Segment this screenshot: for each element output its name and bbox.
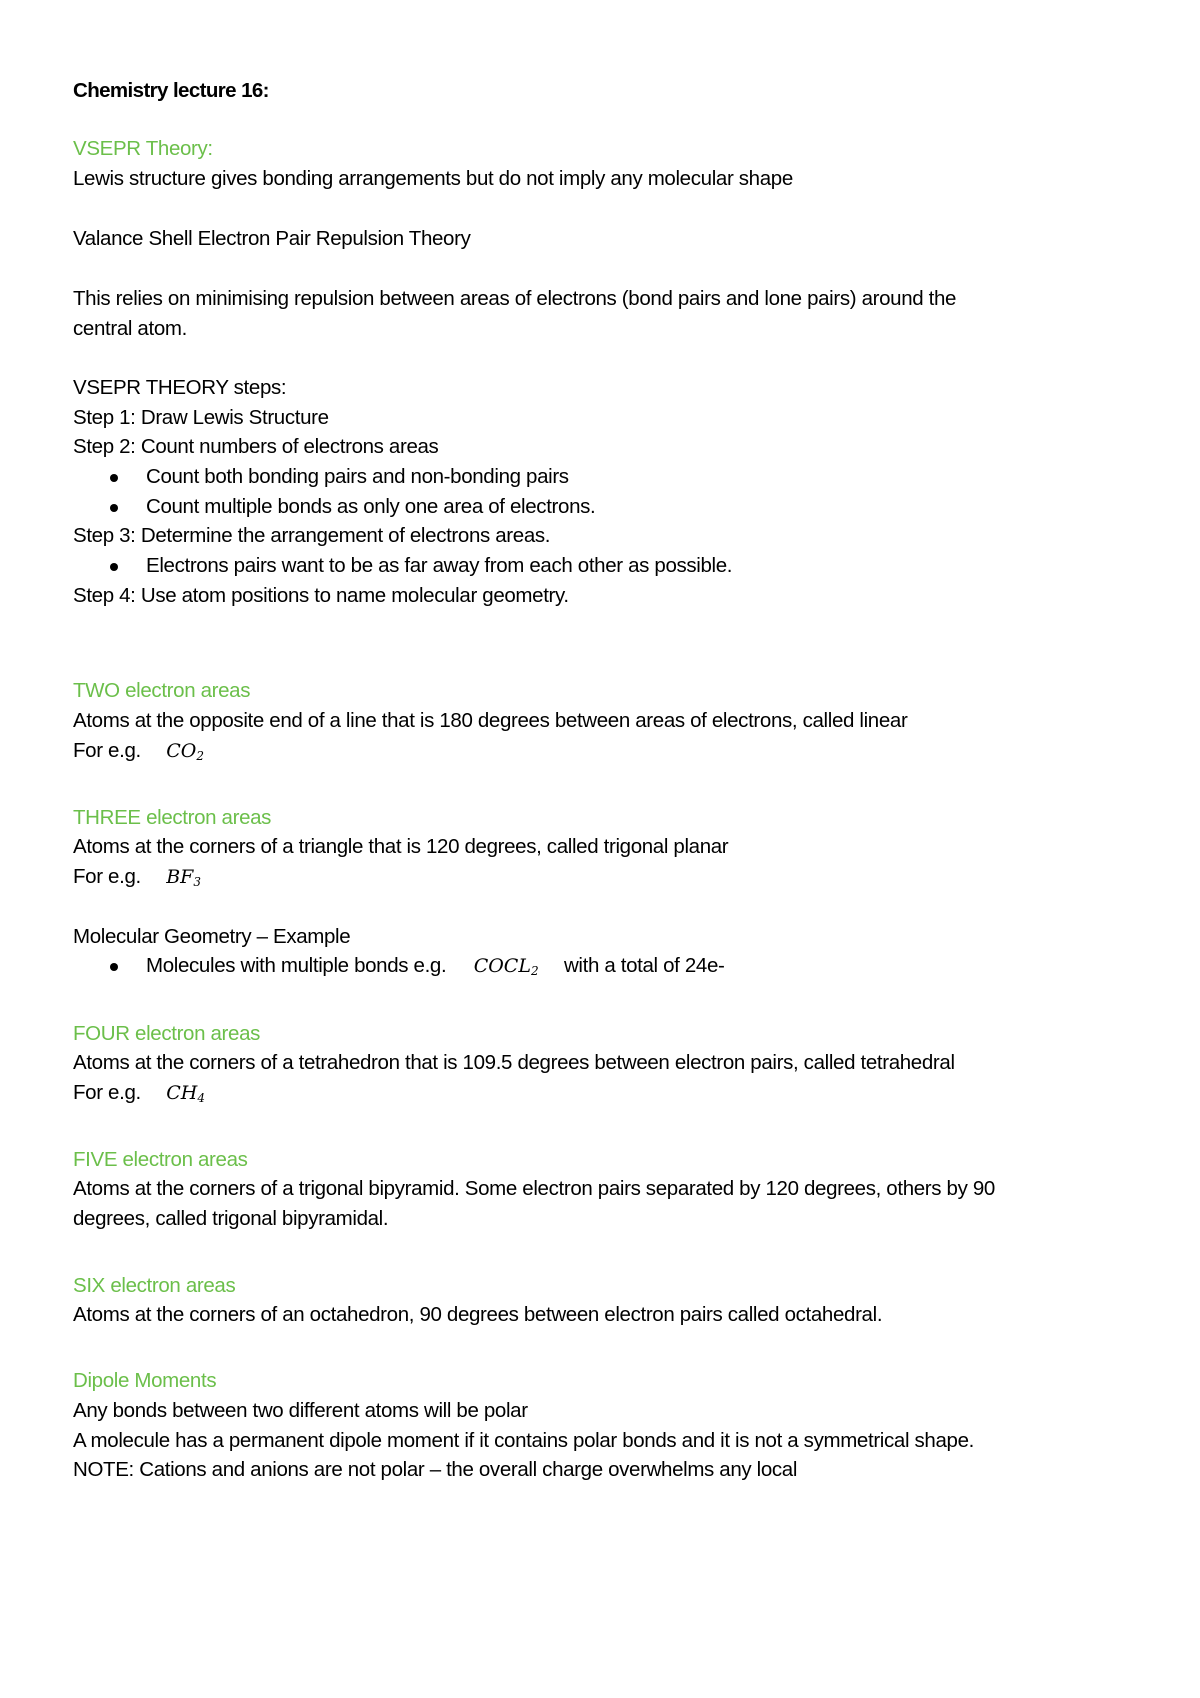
five-areas-text-2: degrees, called trigonal bipyramidal. (73, 1207, 389, 1230)
three-areas-example (73, 862, 201, 897)
six-areas-heading: SIX electron areas (73, 1274, 236, 1297)
step-3-bullet-1: Electrons pairs want to be as far away from each other as possible. (146, 554, 733, 577)
geometry-heading: Molecular Geometry – Example (73, 925, 351, 948)
bullet-icon (110, 504, 118, 512)
geometry-bullet: Molecules with multiple bonds e.g. $COCL_2$ with a total of 24e- (146, 954, 725, 978)
chemical-formula: $CH_4$ (166, 1082, 205, 1105)
step-1: Step 1: Draw Lewis Structure (73, 406, 329, 429)
three-areas-heading: THREE electron areas (73, 806, 272, 829)
step-2: Step 2: Count numbers of electrons areas (73, 435, 439, 458)
lewis-line: Lewis structure gives bonding arrangements but do not imply any molecular shape (73, 167, 793, 190)
four-areas-heading: FOUR electron areas (73, 1022, 261, 1045)
dipole-line-1: Any bonds between two different atoms will be polar (73, 1399, 528, 1422)
two-areas-heading: TWO electron areas (73, 679, 251, 702)
chemical-formula: $CO_2$ (166, 740, 204, 763)
example-label: For e.g. (73, 1081, 141, 1104)
example-label: For e.g. (73, 739, 141, 762)
steps-heading: VSEPR THEORY steps: (73, 376, 287, 399)
two-areas-text: Atoms at the opposite end of a line that is 180 degrees between areas of electrons, called linear (73, 709, 908, 732)
four-areas-text: Atoms at the corners of a tetrahedron that is 109.5 degrees between electron pairs, called tetrahedral (73, 1051, 955, 1074)
step-2-bullet-2: Count multiple bonds as only one area of electrons. (146, 495, 596, 518)
relies-line-2: central atom. (73, 317, 187, 340)
dipole-line-2: A molecule has a permanent dipole moment if it contains polar bonds and it is not a symmetrical shape. (73, 1429, 974, 1452)
six-areas-text: Atoms at the corners of an octahedron, 90 degrees between electron pairs called octahedral. (73, 1303, 883, 1326)
five-areas-heading: FIVE electron areas (73, 1148, 248, 1171)
example-label: For e.g. (73, 865, 141, 888)
bullet-icon (110, 563, 118, 571)
bullet-icon (110, 474, 118, 482)
step-4: Step 4: Use atom positions to name molecular geometry. (73, 584, 569, 607)
chemical-formula: $COCL_2$ (473, 955, 539, 978)
dipole-line-3: NOTE: Cations and anions are not polar – the overall charge overwhelms any local (73, 1458, 798, 1481)
full-name-line: Valance Shell Electron Pair Repulsion Theory (73, 227, 471, 250)
vsepr-heading: VSEPR Theory: (73, 137, 213, 160)
relies-line-1: This relies on minimising repulsion between areas of electrons (bond pairs and lone pairs) around the (73, 287, 957, 310)
five-areas-text-1: Atoms at the corners of a trigonal bipyramid. Some electron pairs separated by 120 degrees, others by 90 (73, 1177, 995, 1200)
three-areas-text: Atoms at the corners of a triangle that is 120 degrees, called trigonal planar (73, 835, 729, 858)
chemical-formula: $BF_3$ (166, 866, 201, 889)
bullet-icon (110, 963, 118, 971)
step-2-bullet-1: Count both bonding pairs and non-bonding pairs (146, 465, 569, 488)
page-title: Chemistry lecture 16: (73, 79, 269, 102)
two-areas-example (73, 736, 204, 771)
four-areas-example (73, 1078, 205, 1113)
dipole-heading: Dipole Moments (73, 1369, 217, 1392)
step-3: Step 3: Determine the arrangement of electrons areas. (73, 524, 551, 547)
